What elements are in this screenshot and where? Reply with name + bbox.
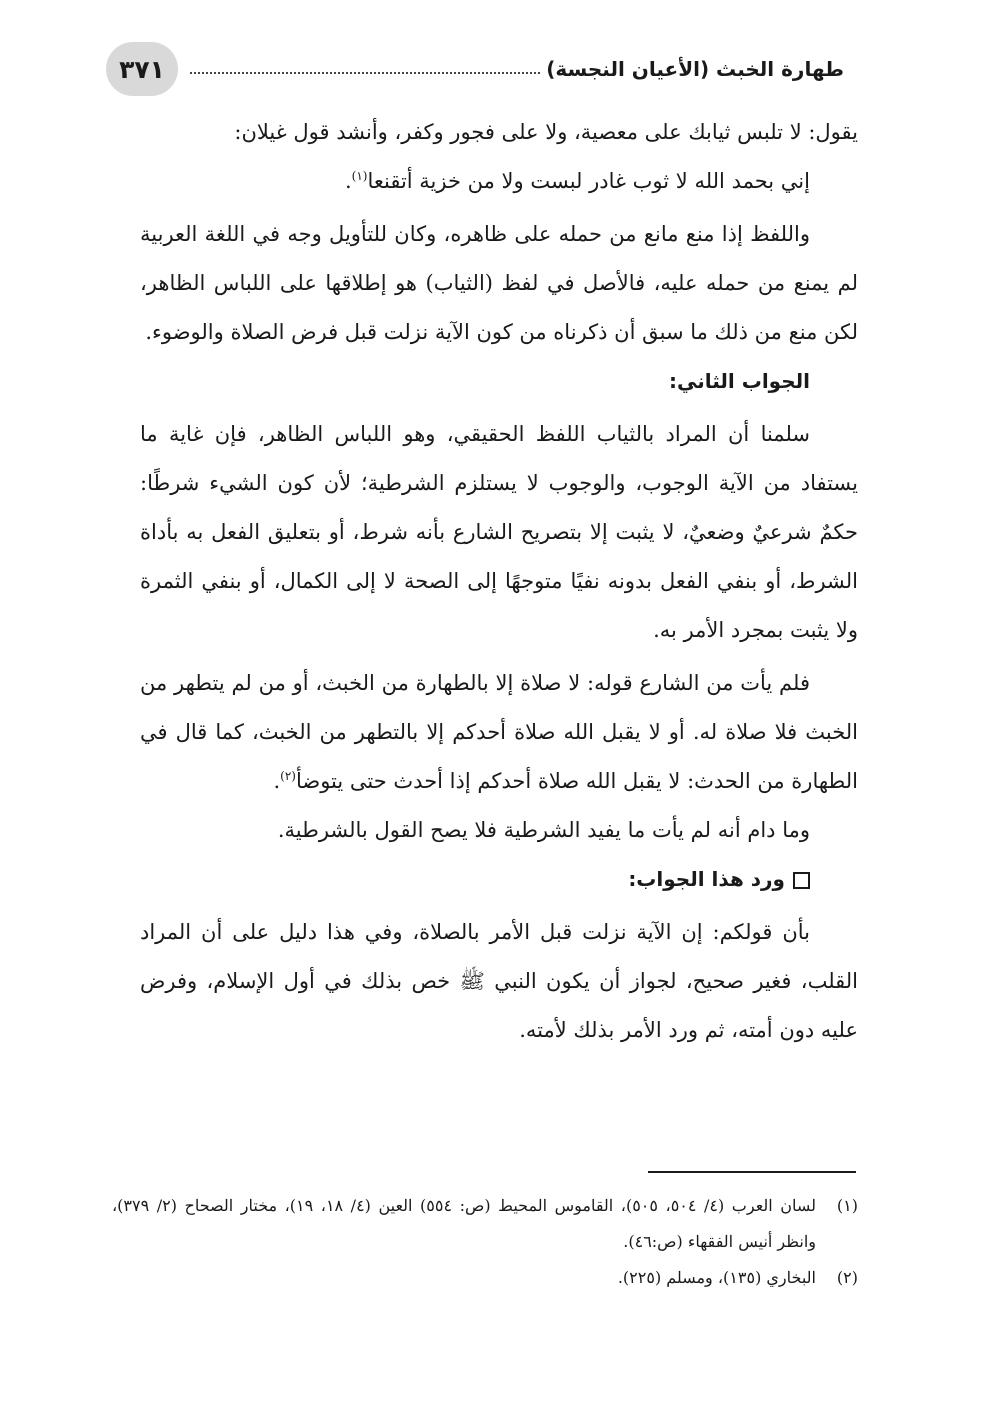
footnote-text: لسان العرب (٤/ ٥٠٤، ٥٠٥)، القاموس المحيط (ص: ٥٥٤) العين (٤/ ١٨، ١٩)، مختار الصحاح (٢/ ٣٧٩)، وانظر أنيس الفقهاء (ص:٤٦). xyxy=(112,1196,817,1251)
poetry-verse xyxy=(140,157,858,206)
footnote-item xyxy=(112,1188,858,1260)
paragraph xyxy=(140,659,858,806)
paragraph-end: . xyxy=(273,769,281,793)
paragraph: سلمنا أن المراد بالثياب اللفظ الحقيقي، وهو اللباس الظاهر، فإن غاية ما يستفاد من الآية الوجوب، والوجوب لا يستلزم الشرطية؛ لأن كون الشيء شرطًا: حكمٌ شرعيٌ وضعيٌ، لا يثبت إلا بتصريح الشارع بأنه شرط، أو بتعليق الفعل به بأداة الشرط، أو بنفي الفعل بدونه نفيًا متوجهًا إلى الصحة لا إلى الكمال، أو بنفي الثمرة ولا يثبت بمجرد الأمر به. xyxy=(140,422,859,642)
footnote-ref-2[interactable]: (٢) xyxy=(280,769,296,783)
paragraph: يقول: لا تلبس ثيابك على معصية، ولا على فجور وكفر، وأنشد قول غيلان: xyxy=(234,120,858,144)
verse-text: إني بحمد الله لا ثوب غادر لبست ولا من خزية أتقنعا xyxy=(367,169,810,193)
footnote-ref-1[interactable]: (١) xyxy=(351,169,368,183)
paragraph: واللفظ إذا منع مانع من حمله على ظاهره، وكان للتأويل وجه في اللغة العربية لم يمنع من حمله عليه، فالأصل في لفظ (الثياب) هو إطلاقها على اللباس الظاهر، لكن منع من ذلك ما سبق أن ذكرناه من كون الآية نزلت قبل فرض الصلاة والوضوء. xyxy=(140,222,858,344)
footnote-number: (٢) xyxy=(836,1268,858,1287)
paragraph-text: فلم يأت من الشارع قوله: لا صلاة إلا بالطهارة من الخبث، أو من لم يتطهر من الخبث فلا صلاة له. أو لا يقبل الله صلاة أحدكم إلا بالتطهر من الخبث، كما قال في الطهارة من الحدث: لا يقبل الله صلاة أحدكم إذا أحدث حتى يتوضأ xyxy=(140,671,858,793)
square-bullet-icon xyxy=(793,872,810,889)
heading-text: ورد هذا الجواب: xyxy=(628,867,785,891)
footnotes xyxy=(112,1188,858,1296)
footnote-number: (١) xyxy=(836,1196,858,1215)
header-dot-leader xyxy=(190,72,540,74)
footnote-text: البخاري (١٣٥)، ومسلم (٢٢٥). xyxy=(617,1268,816,1287)
page-body xyxy=(140,108,858,1055)
paragraph: وما دام أنه لم يأت ما يفيد الشرطية فلا يصح القول بالشرطية. xyxy=(277,818,810,842)
paragraph: بأن قولكم: إن الآية نزلت قبل الأمر بالصلاة، وفي هذا دليل على أن المراد القلب، فغير صحيح، لجواز أن يكون النبي ﷺ خص بذلك في أول الإسلام، وفرض عليه دون أمته، ثم ورد الأمر بذلك لأمته. xyxy=(140,920,858,1042)
verse-end: . xyxy=(344,169,352,193)
page-number: ٣٧١ xyxy=(106,42,178,96)
section-heading: الجواب الثاني: xyxy=(668,369,810,393)
running-header xyxy=(190,52,844,86)
section-heading xyxy=(140,855,858,904)
footnote-separator xyxy=(648,1171,856,1173)
footnote-item xyxy=(112,1260,858,1296)
header-title: طهارة الخبث (الأعيان النجسة) xyxy=(546,57,844,81)
